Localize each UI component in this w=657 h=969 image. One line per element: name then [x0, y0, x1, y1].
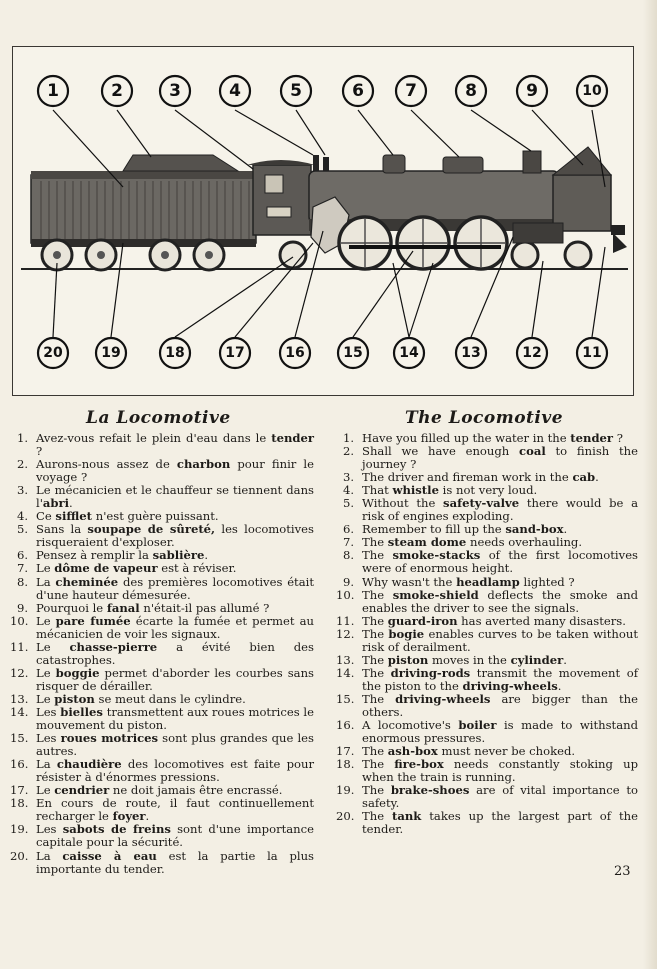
page-number: 23 — [614, 864, 631, 879]
item-text-part: n'était-il pas allumé ? — [139, 600, 270, 615]
item-text-part: The — [362, 548, 393, 563]
svg-text:6: 6 — [352, 81, 364, 101]
callout-2 — [102, 76, 132, 106]
item-number: 11. — [336, 613, 355, 628]
callout-14 — [394, 338, 424, 368]
item-number: 1. — [16, 431, 28, 445]
svg-text:18: 18 — [165, 345, 185, 361]
term-bold: guard-iron — [387, 613, 458, 628]
item-text-part: Sans la — [36, 522, 88, 537]
item-text-part: transmit the movement of the piston to the — [362, 665, 638, 693]
item-text-part: A locomotive's — [362, 718, 459, 733]
item-text — [362, 628, 638, 654]
item-text-part: Le — [36, 665, 56, 680]
svg-text:11: 11 — [582, 345, 602, 361]
french-item-10 — [10, 615, 314, 641]
term-bold: tender — [570, 431, 614, 445]
item-text-part: Aurons-nous assez de — [36, 457, 177, 472]
callout-7 — [396, 76, 426, 106]
callout-8 — [456, 76, 486, 106]
item-number: 5. — [342, 496, 354, 511]
item-text — [36, 432, 314, 458]
item-text — [362, 784, 638, 810]
term-bold: smoke-shield — [392, 587, 479, 602]
callout-13 — [456, 338, 486, 368]
item-text-part: The — [362, 652, 388, 667]
item-text — [36, 615, 314, 641]
item-text-part: of the first locomotives were of enormous height. — [362, 548, 638, 576]
english-item-12 — [336, 628, 638, 654]
term-bold: chaudière — [56, 757, 122, 772]
item-text-part: That — [362, 483, 393, 498]
french-item-16 — [10, 758, 314, 784]
term-bold: sabots de freins — [62, 822, 171, 837]
item-text-part: Without the — [362, 496, 444, 511]
term-bold: whistle — [392, 483, 439, 498]
item-number: 18. — [336, 757, 355, 772]
french-item-5 — [10, 523, 314, 549]
item-text-part: The — [362, 626, 389, 641]
cylinder-drawing — [513, 223, 563, 243]
item-text-part: The — [362, 809, 392, 824]
item-text-part: deflects the smoke and enables the driver to see the signals. — [362, 587, 638, 615]
callout-4 — [220, 76, 250, 106]
term-bold: sifflet — [55, 509, 93, 524]
callout-16 — [280, 338, 310, 368]
page-edge — [643, 0, 657, 969]
svg-text:5: 5 — [290, 81, 302, 101]
item-number: 5. — [16, 522, 28, 537]
item-text — [362, 667, 638, 693]
svg-text:3: 3 — [169, 81, 181, 101]
french-item-12 — [10, 667, 314, 693]
callout-11 — [577, 338, 607, 368]
item-number: 17. — [10, 783, 29, 798]
callout-18 — [160, 338, 190, 368]
item-text-part: takes up the largest part of the tender. — [362, 809, 638, 837]
french-item-2 — [10, 458, 314, 484]
item-text-part: des premières locomotives était d'une hauteur démesurée. — [36, 574, 314, 602]
term-bold: tender — [271, 431, 314, 445]
item-text-part: Pourquoi le — [36, 600, 107, 615]
item-number: 6. — [16, 548, 28, 563]
item-text — [36, 523, 314, 549]
item-text-part: sont plus grandes que les autres. — [36, 731, 314, 759]
item-text-part: La — [36, 848, 63, 863]
item-text — [36, 458, 314, 484]
item-text-part: has averted many disasters. — [457, 613, 626, 628]
item-text-part: The — [362, 613, 388, 628]
english-item-16 — [336, 719, 638, 745]
item-text-part: needs constantly stoking up when the train is running. — [362, 757, 638, 785]
item-text — [36, 484, 314, 510]
item-text-part: Le — [36, 561, 55, 576]
item-text-part: The — [362, 665, 391, 680]
item-number: 9. — [16, 600, 28, 615]
term-bold: smoke-stacks — [392, 548, 481, 563]
item-text-part: est à réviser. — [157, 561, 237, 576]
item-number: 20. — [336, 809, 355, 824]
item-text-part: . — [145, 809, 150, 824]
item-text — [362, 497, 638, 523]
locomotive-illustration — [12, 46, 634, 396]
item-number: 10. — [336, 587, 355, 602]
item-text — [36, 576, 314, 602]
item-text-part: moves in the — [428, 652, 511, 667]
item-text-part: Le — [36, 691, 55, 706]
item-text-part: Le mécanicien et le chauffeur se tiennent dans l' — [36, 483, 314, 511]
svg-text:16: 16 — [285, 345, 305, 361]
term-bold: abri — [42, 496, 70, 511]
item-number: 7. — [342, 535, 354, 550]
item-text-part: The — [362, 691, 396, 706]
english-item-5 — [336, 497, 638, 523]
term-bold: cylinder — [510, 652, 564, 667]
item-text — [362, 719, 638, 745]
item-text — [362, 758, 638, 784]
item-number: 19. — [10, 822, 29, 837]
item-text — [36, 641, 314, 667]
tender-wheel-hubs — [53, 251, 213, 259]
item-number: 4. — [16, 509, 28, 524]
term-bold: bielles — [60, 704, 103, 719]
item-number: 2. — [16, 457, 28, 472]
item-number: 12. — [336, 626, 355, 641]
item-text — [362, 810, 638, 836]
item-text-part: ne doit jamais être encrassé. — [109, 783, 283, 798]
term-bold: pare fumée — [55, 613, 131, 628]
english-item-15 — [336, 693, 638, 719]
item-text-part: . — [204, 548, 209, 563]
item-number: 11. — [10, 639, 29, 654]
item-number: 4. — [342, 483, 354, 498]
cab-drawing — [247, 160, 315, 235]
term-bold: dôme de vapeur — [54, 561, 158, 576]
callout-20 — [38, 338, 68, 368]
english-item-2 — [336, 445, 638, 471]
item-number: 17. — [336, 744, 355, 759]
english-item-8 — [336, 549, 638, 575]
term-bold: cheminée — [55, 574, 119, 589]
english-item-19 — [336, 784, 638, 810]
item-number: 2. — [342, 444, 354, 459]
item-text-part: Pensez à remplir la — [36, 548, 153, 563]
item-text-part: . — [563, 522, 568, 537]
item-number: 9. — [342, 574, 354, 589]
term-bold: brake-shoes — [390, 783, 470, 798]
item-text-part: En cours de route, il faut continuellement recharger le — [36, 796, 314, 824]
term-bold: roues motrices — [60, 731, 159, 746]
item-text-part: La — [36, 574, 56, 589]
item-text — [36, 667, 314, 693]
item-text-part: permet d'aborder les courbes sans risquer de dérailler. — [36, 665, 314, 693]
term-bold: headlamp — [456, 574, 520, 589]
term-bold: driving-wheels — [395, 691, 491, 706]
item-text-part: Why wasn't the — [362, 574, 457, 589]
english-item-20 — [336, 810, 638, 836]
callout-19 — [96, 338, 126, 368]
item-text — [36, 797, 314, 823]
item-text-part: must never be choked. — [437, 744, 576, 759]
svg-text:10: 10 — [582, 83, 602, 99]
item-text — [362, 445, 638, 471]
item-number: 8. — [16, 574, 28, 589]
item-text-part: The — [362, 783, 391, 798]
item-text — [36, 758, 314, 784]
item-number: 14. — [336, 665, 355, 680]
item-number: 10. — [10, 613, 29, 628]
french-item-3 — [10, 484, 314, 510]
item-text-part: Les — [36, 704, 61, 719]
english-item-10 — [336, 589, 638, 615]
item-text-part: les locomotives risqueraient d'exploser. — [36, 522, 314, 550]
english-item-18 — [336, 758, 638, 784]
term-bold: coal — [519, 444, 546, 459]
term-bold: steam dome — [387, 535, 467, 550]
item-text-part: Avez-vous refait le plein d'eau dans le — [36, 431, 272, 445]
item-number: 1. — [342, 431, 354, 445]
term-bold: fanal — [106, 600, 140, 615]
item-text-part: are of vital importance to safety. — [362, 783, 638, 811]
item-text-part: . — [69, 496, 73, 511]
callout-12 — [517, 338, 547, 368]
svg-text:8: 8 — [465, 81, 477, 101]
french-item-8 — [10, 576, 314, 602]
term-bold: ash-box — [387, 744, 438, 759]
item-text-part: Shall we have enough — [362, 444, 520, 459]
item-text-part: The driver and fireman work in the — [362, 470, 573, 485]
item-text-part: Les — [36, 822, 63, 837]
callout-17 — [220, 338, 250, 368]
term-bold: driving-wheels — [462, 678, 558, 693]
term-bold: safety-valve — [443, 496, 520, 511]
french-item-20 — [10, 850, 314, 876]
svg-text:9: 9 — [526, 81, 538, 101]
english-vocabulary-list — [336, 432, 638, 836]
item-text-part: La — [36, 757, 57, 772]
item-text-part: The — [362, 744, 388, 759]
item-number: 3. — [342, 470, 354, 485]
svg-text:14: 14 — [399, 345, 419, 361]
item-text-part: The — [362, 535, 388, 550]
svg-text:15: 15 — [343, 345, 363, 361]
french-vocabulary-list — [10, 432, 314, 876]
item-text-part: . — [595, 470, 599, 485]
term-bold: chasse-pierre — [69, 639, 158, 654]
term-bold: soupape de sûreté, — [87, 522, 216, 537]
term-bold: cendrier — [54, 783, 110, 798]
item-text-part: sont d'une importance capitale pour la sécurité. — [36, 822, 314, 850]
item-text — [362, 589, 638, 615]
driving-wheel-spokes — [341, 219, 505, 267]
item-number: 18. — [10, 796, 29, 811]
item-text-part: des locomotives est faite pour résister à d'énormes pressions. — [36, 757, 314, 785]
item-number: 15. — [336, 691, 355, 706]
french-item-11 — [10, 641, 314, 667]
item-text-part: a évité bien des catastrophes. — [36, 639, 314, 667]
item-number: 20. — [10, 848, 29, 863]
callout-9 — [517, 76, 547, 106]
item-number: 13. — [336, 652, 355, 667]
term-bold: cab — [572, 470, 596, 485]
tender-drawing — [31, 155, 256, 247]
item-number: 7. — [16, 561, 28, 576]
french-title: La Locomotive — [86, 408, 231, 428]
locomotive-diagram-svg — [13, 47, 633, 395]
term-bold: boggie — [55, 665, 100, 680]
item-text — [36, 850, 314, 876]
item-text-part: are bigger than the others. — [362, 691, 638, 719]
french-item-15 — [10, 732, 314, 758]
callout-1 — [38, 76, 68, 106]
term-bold: foyer — [112, 809, 146, 824]
french-item-14 — [10, 706, 314, 732]
callout-15 — [338, 338, 368, 368]
term-bold: sand-box — [505, 522, 564, 537]
svg-text:7: 7 — [405, 81, 417, 101]
item-text-part: pour finir le voyage ? — [36, 457, 314, 485]
item-text-part: n'est guère puissant. — [92, 509, 219, 524]
item-text-part: est la partie la plus importante du tender. — [36, 848, 315, 876]
item-text-part: lighted ? — [519, 574, 575, 589]
item-text-part: to finish the journey ? — [362, 444, 638, 472]
item-text-part: . — [563, 652, 567, 667]
item-number: 8. — [342, 548, 354, 563]
item-text-part: Remember to fill up the — [362, 522, 506, 537]
term-bold: fire-box — [394, 757, 444, 772]
french-item-1 — [10, 432, 314, 458]
item-text — [36, 823, 314, 849]
english-title: The Locomotive — [405, 408, 564, 428]
svg-text:12: 12 — [522, 345, 542, 361]
item-text — [36, 706, 314, 732]
english-item-14 — [336, 667, 638, 693]
term-bold: driving-rods — [390, 665, 471, 680]
callout-10 — [577, 76, 607, 106]
item-text-part: transmettent aux roues motrices le mouvement du piston. — [36, 704, 314, 733]
item-text-part: . — [557, 678, 562, 693]
item-text-part: ? — [36, 444, 43, 459]
term-bold: caisse à eau — [62, 848, 157, 863]
item-text-part: Les — [36, 731, 61, 746]
svg-text:13: 13 — [461, 345, 481, 361]
item-text-part: enables curves to be taken without risk of derailment. — [362, 626, 638, 654]
svg-text:20: 20 — [43, 345, 63, 361]
item-number: 16. — [10, 757, 29, 772]
item-text-part: Le — [36, 639, 70, 654]
svg-text:4: 4 — [229, 81, 241, 101]
callout-6 — [343, 76, 373, 106]
french-item-18 — [10, 797, 314, 823]
svg-text:19: 19 — [101, 345, 121, 361]
item-text-part: needs overhauling. — [466, 535, 583, 550]
term-bold: boiler — [458, 718, 497, 733]
item-number: 15. — [10, 731, 29, 746]
french-item-19 — [10, 823, 314, 849]
svg-text:17: 17 — [225, 345, 245, 361]
item-text — [362, 549, 638, 575]
item-text-part: Le — [36, 783, 55, 798]
item-text — [36, 732, 314, 758]
item-number: 12. — [10, 665, 29, 680]
item-number: 13. — [10, 691, 29, 706]
item-text-part: Le — [36, 613, 56, 628]
item-text-part: ? — [613, 431, 623, 445]
term-bold: charbon — [176, 457, 231, 472]
guard-iron-drawing — [613, 233, 627, 253]
term-bold: piston — [387, 652, 429, 667]
term-bold: piston — [54, 691, 95, 706]
svg-text:2: 2 — [111, 81, 123, 101]
item-number: 19. — [336, 783, 355, 798]
callout-3 — [160, 76, 190, 106]
item-text-part: is not very loud. — [438, 483, 538, 498]
term-bold: sablière — [152, 548, 205, 563]
item-text — [362, 693, 638, 719]
svg-text:1: 1 — [47, 81, 59, 101]
item-number: 16. — [336, 718, 355, 733]
item-number: 14. — [10, 704, 29, 719]
item-text-part: is made to withstand enormous pressures. — [362, 718, 638, 746]
term-bold: tank — [392, 809, 422, 824]
item-text-part: there would be a risk of engines exploding. — [362, 496, 639, 524]
item-text-part: The — [362, 587, 393, 602]
item-text-part: The — [362, 757, 395, 772]
item-text-part: écarte la fumée et permet au mécanicien de voir les signaux. — [36, 613, 314, 641]
item-number: 3. — [16, 483, 28, 498]
item-text-part: Ce — [36, 509, 56, 524]
item-text-part: se meut dans le cylindre. — [94, 691, 246, 706]
item-number: 6. — [342, 522, 354, 537]
callout-5 — [281, 76, 311, 106]
item-text-part: Have you filled up the water in the — [362, 431, 571, 445]
term-bold: bogie — [388, 626, 425, 641]
